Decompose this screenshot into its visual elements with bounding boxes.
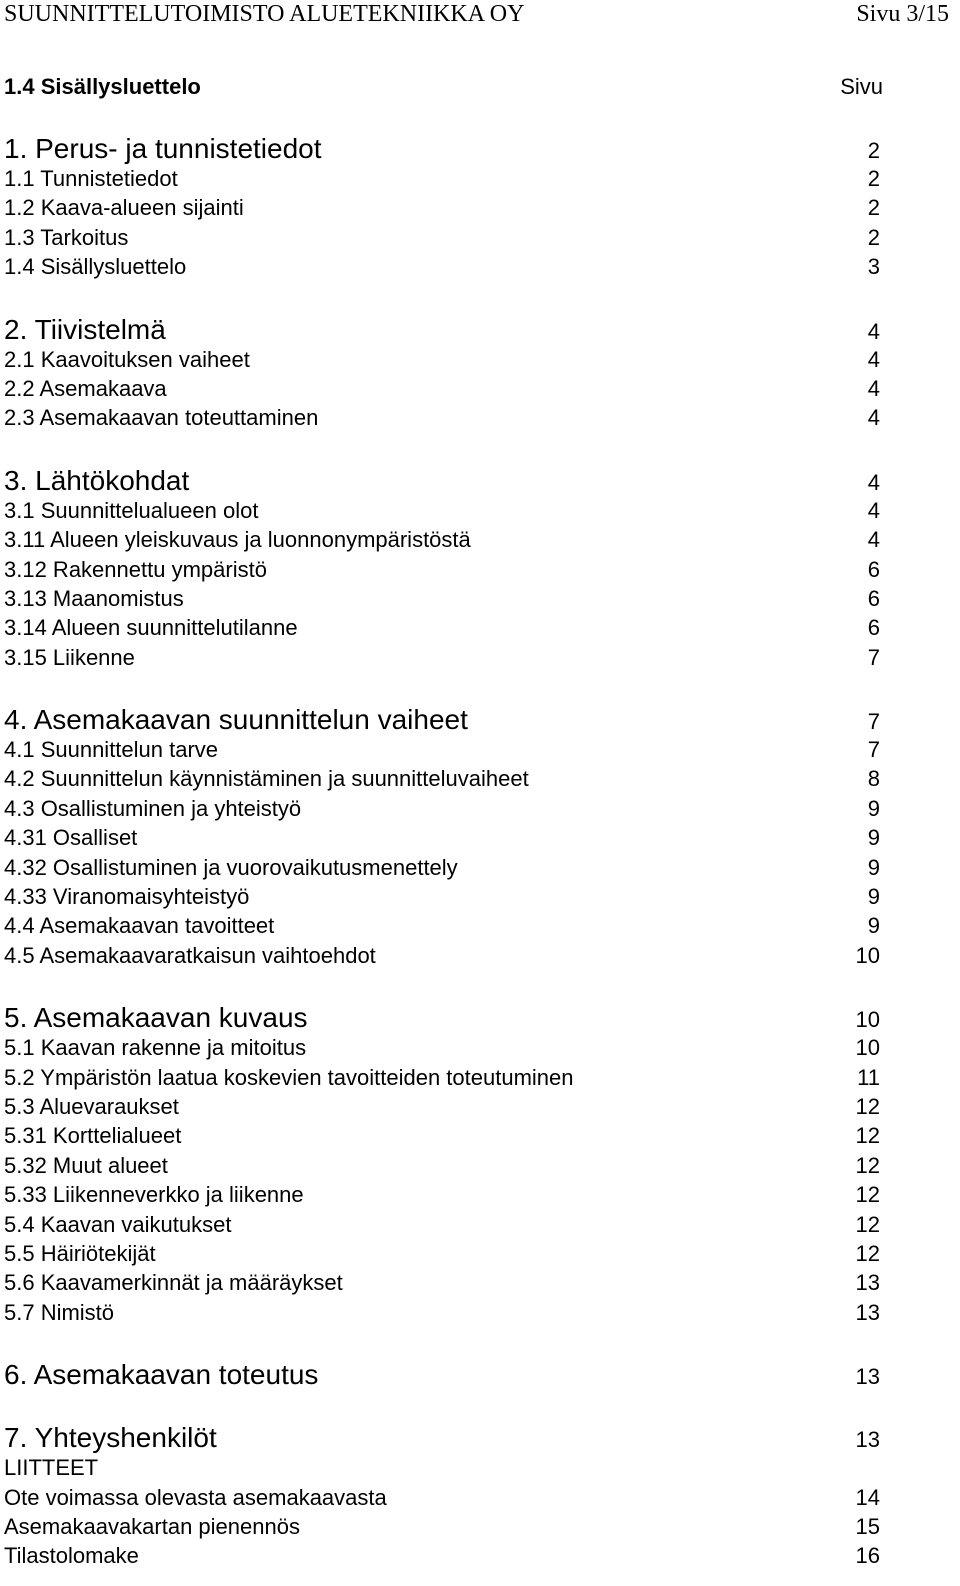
toc-entry-label: 4.32 Osallistuminen ja vuorovaikutusmenettely: [4, 854, 458, 880]
toc-page-number: 3: [867, 254, 880, 280]
toc-entry-label: 4.1 Suunnittelun tarve: [4, 737, 219, 763]
toc-page-number: 12: [855, 1211, 880, 1237]
toc-page-number: 10: [855, 1007, 880, 1033]
toc-page-number: 12: [855, 1093, 880, 1119]
toc-section-heading: [4, 1359, 880, 1390]
toc-entry-label: 5.1 Kaavan rakenne ja mitoitus: [4, 1035, 307, 1061]
toc-page-number: 7: [867, 709, 880, 735]
toc-section-heading: [4, 1422, 880, 1453]
toc-page-number: 6: [867, 556, 880, 582]
company-name: SUUNNITTELUTOIMISTO ALUETEKNIIKKA OY: [4, 1, 525, 27]
toc-page-number: 13: [855, 1270, 880, 1296]
toc-page-number: 2: [867, 224, 880, 250]
toc-entry-label: 5.6 Kaavamerkinnät ja määräykset: [4, 1270, 343, 1296]
toc-entry-label: 2.1 Kaavoituksen vaiheet: [4, 346, 250, 372]
toc-entry-label: 4.33 Viranomaisyhteistyö: [4, 884, 250, 910]
toc-page-number: 13: [855, 1364, 880, 1390]
toc-entry-label: 4.31 Osalliset: [4, 825, 138, 851]
toc-entry-label: 3.13 Maanomistus: [4, 585, 184, 611]
toc-entry: [4, 374, 880, 403]
toc-entry: [4, 403, 880, 432]
toc-entry-label: 5.33 Liikenneverkko ja liikenne: [4, 1182, 304, 1208]
toc-page-column-label: Sivu: [840, 74, 883, 99]
toc-entry-label: 1.3 Tarkoitus: [4, 224, 129, 250]
toc-entry-label: 5.32 Muut alueet: [4, 1152, 168, 1178]
toc-entry: [4, 613, 880, 642]
toc-section-label: 3. Lähtökohdat: [4, 464, 190, 496]
toc-entry-label: 5.5 Häiriötekijät: [4, 1240, 156, 1266]
toc-entry-label: Ote voimassa olevasta asemakaavasta: [4, 1484, 387, 1510]
toc-entry-label: 3.11 Alueen yleiskuvaus ja luonnonympäristöstä: [4, 527, 471, 553]
toc-entry: [4, 1151, 880, 1180]
toc-page-number: 4: [867, 527, 880, 553]
toc-page-number: 13: [855, 1427, 880, 1453]
toc-entry-label: 4.4 Asemakaavan tavoitteet: [4, 913, 275, 939]
toc-entry: [4, 1512, 880, 1541]
toc-entry-label: 3.15 Liikenne: [4, 644, 135, 670]
toc-entry: [4, 252, 880, 281]
toc-page-number: 9: [867, 854, 880, 880]
toc-spacer: [4, 433, 880, 465]
toc-entry: [4, 345, 880, 374]
toc-page-number: 12: [855, 1123, 880, 1149]
table-of-contents: [4, 133, 880, 1571]
toc-entry-label: 4.5 Asemakaavaratkaisun vaihtoehdot: [4, 942, 376, 968]
toc-entry: [4, 1063, 880, 1092]
toc-section-heading: [4, 314, 880, 345]
toc-page-number: 4: [867, 497, 880, 523]
toc-section-label: 5. Asemakaavan kuvaus: [4, 1002, 308, 1034]
toc-title: 1.4 Sisällysluettelo: [4, 74, 201, 99]
toc-spacer: [4, 970, 880, 1002]
toc-entry: [4, 1268, 880, 1297]
toc-entry: [4, 1298, 880, 1327]
toc-page-number: 4: [867, 469, 880, 495]
toc-entry-label: 5.31 Korttelialueet: [4, 1123, 182, 1149]
toc-page-number: 6: [867, 615, 880, 641]
toc-section-label: 2. Tiivistelmä: [4, 313, 166, 345]
toc-entry: [4, 1210, 880, 1239]
toc-entry: [4, 941, 880, 970]
page-header: [0, 0, 960, 36]
toc-page-number: 9: [867, 825, 880, 851]
toc-page-number: 2: [867, 166, 880, 191]
toc-entry-label: 1.2 Kaava-alueen sijainti: [4, 195, 244, 221]
toc-entry-label: 3.12 Rakennettu ympäristö: [4, 556, 267, 582]
toc-section-label: 4. Asemakaavan suunnittelun vaiheet: [4, 704, 468, 736]
toc-page-number: 12: [855, 1240, 880, 1266]
toc-page-number: 4: [867, 405, 880, 431]
toc-page-number: 7: [867, 644, 880, 670]
toc-page-number: 9: [867, 913, 880, 939]
toc-entry-label: 5.4 Kaavan vaikutukset: [4, 1211, 232, 1237]
toc-page-number: 9: [867, 795, 880, 821]
toc-entry-label: 5.3 Aluevaraukset: [4, 1093, 179, 1119]
toc-page-number: 16: [855, 1543, 880, 1569]
toc-page-number: 10: [855, 942, 880, 968]
toc-entry: [4, 1180, 880, 1209]
toc-entry-label: 3.14 Alueen suunnittelutilanne: [4, 615, 298, 641]
toc-spacer: [4, 1390, 880, 1422]
toc-page-number: 2: [867, 138, 880, 163]
toc-entry: [4, 223, 880, 252]
toc-entry: [4, 1483, 880, 1512]
toc-entry: [4, 643, 880, 672]
toc-page-number: 14: [855, 1484, 880, 1510]
toc-entry: [4, 525, 880, 554]
toc-page-number: 6: [867, 585, 880, 611]
toc-entry: [4, 882, 880, 911]
toc-entry: [4, 1453, 880, 1482]
toc-entry-label: 5.2 Ympäristön laatua koskevien tavoitteiden toteutuminen: [4, 1064, 574, 1090]
toc-entry-label: 3.1 Suunnittelualueen olot: [4, 497, 259, 523]
toc-entry: [4, 555, 880, 584]
toc-entry: [4, 193, 880, 222]
toc-section-label: 6. Asemakaavan toteutus: [4, 1359, 319, 1391]
toc-section-heading: [4, 465, 880, 496]
toc-entry-label: 1.1 Tunnistetiedot: [4, 166, 178, 191]
toc-spacer: [4, 672, 880, 704]
toc-entry-label: Asemakaavakartan pienennös: [4, 1513, 300, 1539]
toc-page-number: 12: [855, 1152, 880, 1178]
toc-entry: [4, 794, 880, 823]
toc-entry: [4, 1121, 880, 1150]
toc-entry-label: 2.3 Asemakaavan toteuttaminen: [4, 405, 319, 431]
toc-entry: [4, 1033, 880, 1062]
toc-entry-label: 4.3 Osallistuminen ja yhteistyö: [4, 795, 302, 821]
toc-page-number: 2: [867, 195, 880, 221]
toc-page-number: 8: [867, 766, 880, 792]
toc-page-number: 10: [855, 1035, 880, 1061]
page-number: Sivu 3/15: [856, 1, 949, 27]
toc-section-label: 7. Yhteyshenkilöt: [4, 1422, 217, 1454]
toc-page-number: 4: [867, 318, 880, 344]
toc-entry: [4, 764, 880, 793]
toc-entry: [4, 735, 880, 764]
toc-entry: [4, 823, 880, 852]
toc-section-heading: [4, 704, 880, 735]
toc-page-number: 4: [867, 375, 880, 401]
toc-entry-label: 2.2 Asemakaava: [4, 375, 167, 401]
toc-page-number: 12: [855, 1182, 880, 1208]
toc-page-number: 7: [867, 737, 880, 763]
toc-entry-label: 1.4 Sisällysluettelo: [4, 254, 187, 280]
toc-entry-label: LIITTEET: [4, 1455, 99, 1481]
toc-entry: [4, 1239, 880, 1268]
toc-spacer: [4, 1327, 880, 1359]
toc-entry: [4, 853, 880, 882]
toc-section-label: 1. Perus- ja tunnistetiedot: [4, 133, 322, 164]
toc-page-number: 9: [867, 884, 880, 910]
toc-entry: [4, 1092, 880, 1121]
toc-spacer: [4, 282, 880, 314]
toc-entry-label: 5.7 Nimistö: [4, 1299, 115, 1325]
toc-section-heading: [4, 133, 880, 164]
toc-page-number: 15: [855, 1513, 880, 1539]
toc-entry-label: Tilastolomake: [4, 1543, 139, 1569]
toc-page-number: 13: [855, 1299, 880, 1325]
toc-entry-label: 4.2 Suunnittelun käynnistäminen ja suunnitteluvaiheet: [4, 766, 529, 792]
toc-section-heading: [4, 1002, 880, 1033]
toc-page-number: 4: [867, 346, 880, 372]
toc-entry: [4, 911, 880, 940]
toc-entry: [4, 1541, 880, 1570]
toc-entry: [4, 164, 880, 193]
toc-entry: [4, 584, 880, 613]
toc-entry: [4, 496, 880, 525]
toc-page-number: 11: [857, 1064, 880, 1090]
